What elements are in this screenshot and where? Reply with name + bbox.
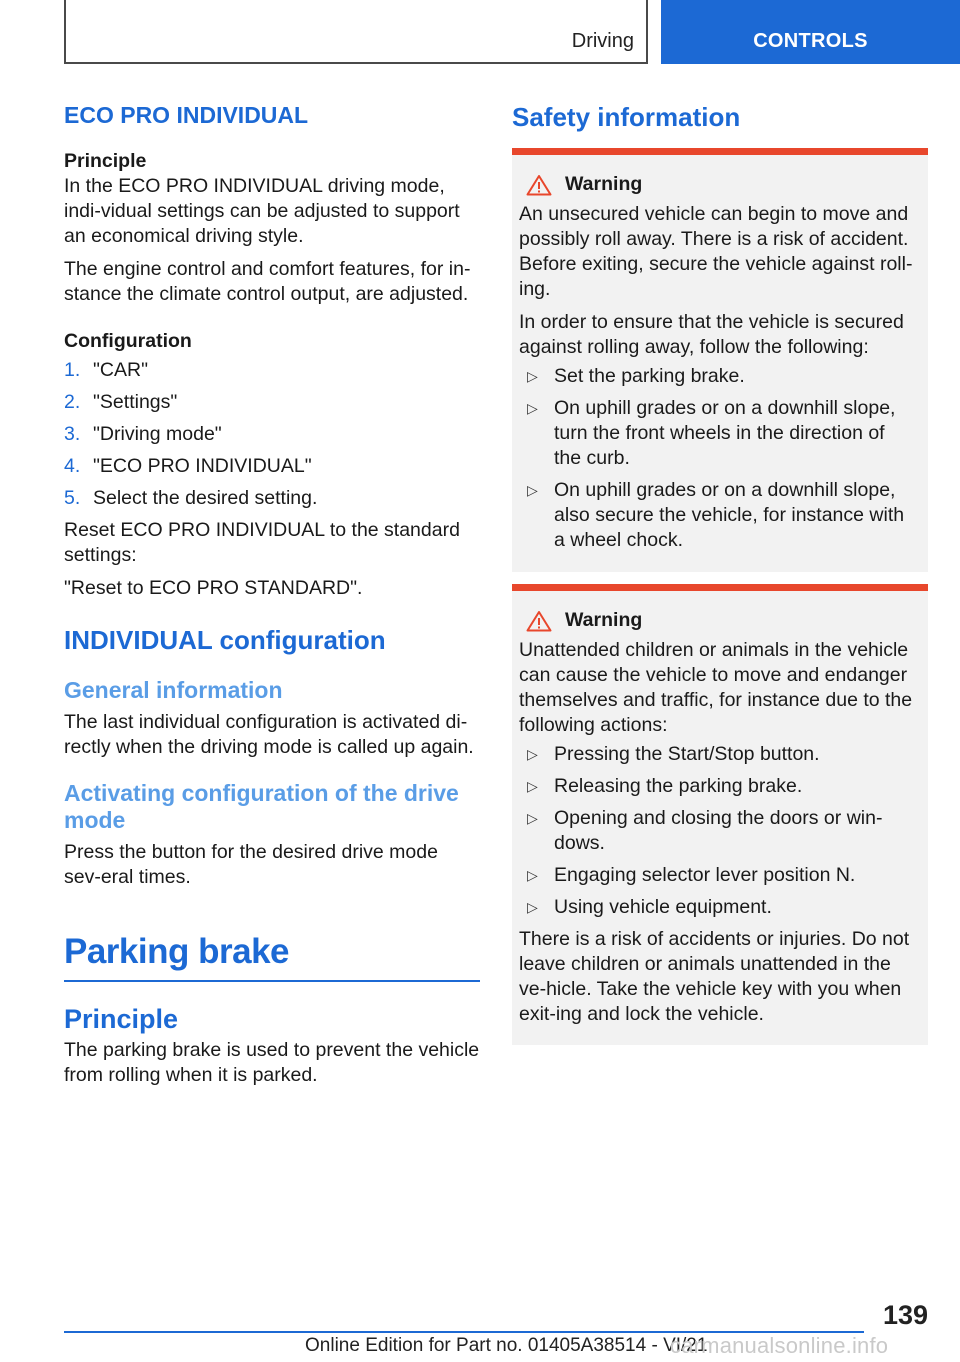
warning-triangle-icon [526, 610, 552, 632]
parking-principle-heading: Principle [64, 1004, 179, 1034]
list-item [64, 486, 480, 511]
list-item [64, 390, 480, 415]
heading-divider [64, 980, 480, 982]
warning-list [519, 742, 916, 920]
triangle-bullet-icon: ▷ [527, 482, 538, 498]
list-item-text: On uphill grades or on a downhill slope, also secure the vehicle, for instance with a wheel chock. [554, 479, 905, 551]
step-number: 5. [64, 487, 81, 509]
warning-triangle-icon [526, 174, 552, 196]
step-text: "CAR" [93, 359, 149, 381]
warning-title: Warning [565, 609, 643, 631]
page-number: 139 [882, 1300, 928, 1330]
triangle-bullet-icon: ▷ [527, 400, 538, 416]
triangle-bullet-icon: ▷ [527, 867, 538, 883]
step-text: "ECO PRO INDIVIDUAL" [93, 455, 312, 477]
warning-title: Warning [565, 173, 643, 195]
eco-pro-individual-heading: ECO PRO INDIVIDUAL [64, 102, 309, 128]
list-item [519, 364, 916, 389]
parking-brake-heading: Parking brake [64, 932, 289, 971]
warning-paragraph: An unsecured vehicle can begin to move and possibly roll away. There is a risk of accident. Before exiting, secure the vehicle against roll-ing. [519, 203, 913, 300]
triangle-bullet-icon: ▷ [527, 778, 538, 794]
reset-value: "Reset to ECO PRO STANDARD". [64, 577, 363, 599]
warning-box [512, 584, 928, 1045]
list-item-text: Set the parking brake. [554, 365, 745, 387]
warning-title-row [519, 609, 916, 632]
list-item [519, 806, 916, 856]
activating-configuration-paragraph: Press the button for the desired drive mode sev-eral times. [64, 841, 438, 888]
header-section-label: Driving [571, 30, 634, 52]
header-chapter-label: CONTROLS [753, 30, 868, 52]
list-item-text: On uphill grades or on a downhill slope, turn the front wheels in the direction of the curb. [554, 397, 896, 469]
header-chapter-tab [661, 0, 960, 64]
warning-box [512, 148, 928, 572]
list-item-text: Engaging selector lever position N. [554, 864, 856, 886]
list-item-text: Pressing the Start/Stop button. [554, 743, 820, 765]
step-number: 2. [64, 391, 81, 413]
configuration-steps [64, 358, 480, 511]
general-information-heading: General information [64, 677, 283, 703]
triangle-bullet-icon: ▷ [527, 368, 538, 384]
general-information-paragraph: The last individual configuration is activated di-rectly when the driving mode is called up again. [64, 711, 474, 758]
safety-information-heading: Safety information [512, 102, 741, 132]
warning-title-row [519, 173, 916, 196]
triangle-bullet-icon: ▷ [527, 810, 538, 826]
reset-paragraph: Reset ECO PRO INDIVIDUAL to the standard settings: [64, 519, 460, 566]
list-item [519, 863, 916, 888]
principle-paragraph-2: The engine control and comfort features, for in-stance the climate control output, are adjusted. [64, 258, 471, 305]
list-item [519, 396, 916, 471]
activating-configuration-heading: Activating configuration of the drive mode [64, 780, 459, 833]
warning-paragraph: Unattended children or animals in the vehicle can cause the vehicle to move and endanger themselves and traffic, for instance due to the following actions: [519, 639, 913, 736]
warning-paragraph: In order to ensure that the vehicle is secured against rolling away, follow the following: [519, 311, 904, 358]
triangle-bullet-icon: ▷ [527, 746, 538, 762]
footer-edition: Online Edition for Part no. 01405A38514 - VI/21 [305, 1335, 708, 1356]
list-item [519, 895, 916, 920]
watermark: carmanualsonline.info [670, 1333, 889, 1358]
list-item-text: Releasing the parking brake. [554, 775, 803, 797]
step-text: "Driving mode" [93, 423, 222, 445]
list-item [519, 742, 916, 767]
right-column [512, 98, 928, 1045]
step-text: "Settings" [93, 391, 178, 413]
principle-paragraph-1: In the ECO PRO INDIVIDUAL driving mode, indi-vidual settings can be adjusted to support an economical driving style. [64, 175, 460, 247]
header-section-tab [64, 0, 648, 64]
list-item [64, 358, 480, 383]
individual-configuration-heading: INDIVIDUAL configuration [64, 625, 386, 655]
warning-paragraph: There is a risk of accidents or injuries. Do not leave children or animals unattended in the ve-hicle. Take the vehicle key with you when exit-ing and lock the vehicle. [519, 928, 910, 1025]
list-item-text: Using vehicle equipment. [554, 896, 772, 918]
list-item [519, 478, 916, 553]
configuration-heading: Configuration [64, 330, 192, 352]
list-item-text: Opening and closing the doors or win-dows. [554, 807, 883, 854]
step-number: 1. [64, 359, 81, 381]
list-item [519, 774, 916, 799]
list-item [64, 454, 480, 479]
triangle-bullet-icon: ▷ [527, 899, 538, 915]
warning-list [519, 364, 916, 553]
list-item [64, 422, 480, 447]
parking-principle-paragraph: The parking brake is used to prevent the vehicle from rolling when it is parked. [64, 1039, 480, 1086]
step-number: 3. [64, 423, 81, 445]
principle-heading: Principle [64, 150, 147, 172]
step-number: 4. [64, 455, 81, 477]
left-column [64, 98, 480, 1088]
step-text: Select the desired setting. [93, 487, 318, 509]
